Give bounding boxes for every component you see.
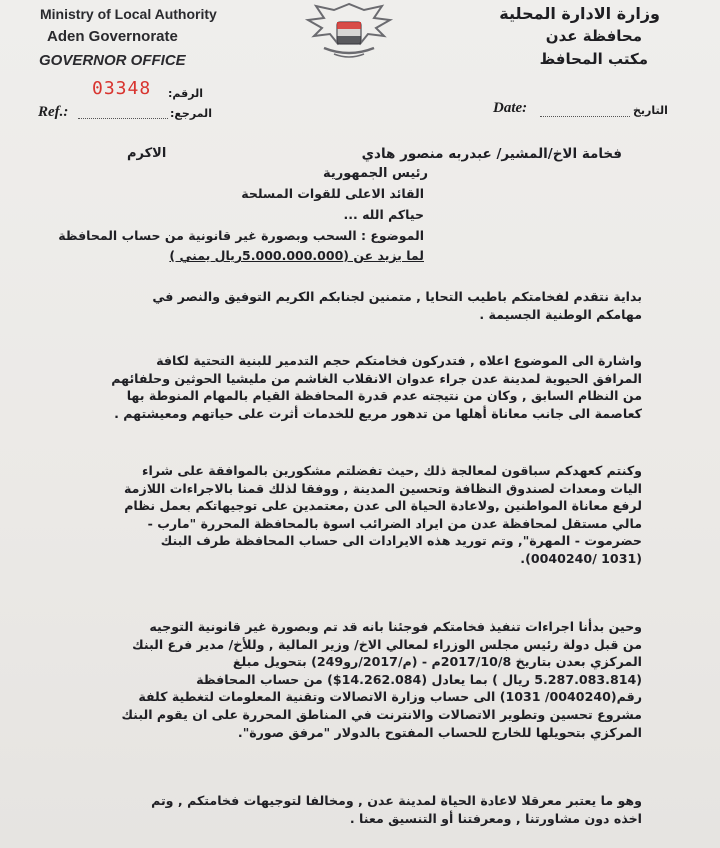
honorific: الاكرم <box>127 146 167 161</box>
en-office: GOVERNOR OFFICE <box>39 52 186 69</box>
paragraph-line: (1031 /0040240). <box>520 550 642 566</box>
date-dotted-line <box>540 116 630 117</box>
date-ar-label: التاريخ <box>633 104 668 117</box>
ar-office: مكتب المحافظ <box>539 50 648 68</box>
ar-ministry: وزارة الادارة المحلية <box>499 4 660 23</box>
paragraph-line: اخذه دون مشاورتنا , ومعرفتنا أو التنسيق معنا . <box>349 810 642 826</box>
yemen-eagle-emblem-icon <box>294 0 404 62</box>
paragraph-line: بداية نتقدم لفخامتكم باطيب التحايا , متمنين لجنابكم الكريم التوفيق والنصر في <box>152 289 642 304</box>
paragraph-line: مالي مستقل لمحافظة عدن من ايراد الضرائب اسوة بالمحافظة المحررة "مارب - <box>147 515 642 531</box>
paragraph-line: المرافق الحيوية لمدينة عدن جراء عدوان الانقلاب الغاشم من مليشيا الحوثين وحلفائهم <box>111 370 642 386</box>
en-ministry: Ministry of Local Authority <box>40 6 217 22</box>
paragraph-line: وحين بدأنا اجراءات تنفيذ فخامتكم فوجئنا بانه قد تم وبصورة غير قانونية التوجيه <box>149 619 642 634</box>
paragraph-line: المركزي بتحويلها للخارج للحساب المفتوح بالدولار "مرفق صورة". <box>237 724 642 740</box>
document-number: 03348 <box>92 78 152 99</box>
number-label: الرقم: <box>168 87 203 100</box>
paragraph-line: (5.287.083.814 ريال ) بما يعادل (14.262.084$) من حساب المحافظة <box>196 671 642 687</box>
paragraph-line: اليات ومعدات لصندوق النظافة وتحسين المدينة , ووفقا لذلك قمنا بالاجراءات اللازمة <box>124 480 642 496</box>
ref-label: Ref.: <box>38 104 69 120</box>
addressee-line: فخامة الاخ/المشير/ عبدربه منصور هادي <box>361 146 622 162</box>
paragraph-objection <box>82 792 642 827</box>
ref-ar-label: المرجع: <box>170 107 212 120</box>
paragraph-measures <box>82 462 642 568</box>
paragraph-line: كعاصمة الى جانب معاناة أهلها من تدهور مريع للخدمات أثرت على حياتهم ومعيشتهم . <box>114 405 642 421</box>
paragraph-greeting <box>82 288 642 323</box>
paragraph-line: من النظام السابق , وكان من نتيجته عدم قدرة المحافظة القيام بالمهام المنوطة بها <box>126 388 642 404</box>
greeting: حياكم الله ... <box>343 207 424 222</box>
paragraph-transfer <box>82 618 642 741</box>
addressee-title: رئيس الجمهورية <box>323 166 428 181</box>
paragraph-line: المركزي بعدن بتاريخ 2017/10/8م - (م/2017/رو249) بتحويل مبلغ <box>232 654 642 670</box>
paragraph-line: واشارة الى الموضوع اعلاه , فتدركون فخامتكم حجم التدمير للبنية التحتية لكافة <box>156 353 642 368</box>
paragraph-line: من قبل دولة رئيس مجلس الوزراء لمعالي الاخ/ وزير المالية , وللأخ/ مدير فرع البنك <box>132 636 642 652</box>
paragraph-line: رقم(0040240/ 1031) الى حساب وزارة الاتصالات وتقنية المعلومات لتغطية كلفة <box>138 689 642 705</box>
addressee-role: القائد الاعلى للقوات المسلحة <box>241 186 424 201</box>
en-governorate: Aden Governorate <box>47 28 178 45</box>
paragraph-line: مهامكم الوطنية الجسيمة . <box>479 306 642 322</box>
date-label: Date: <box>493 100 528 116</box>
ref-dotted-line <box>78 118 168 119</box>
paragraph-context <box>82 352 642 422</box>
paragraph-line: مشروع تحسين وتطوير الاتصالات والانترنت في المناطق المحررة على ان يقوم البنك <box>121 706 642 722</box>
paragraph-line: وكنتم كعهدكم سباقون لمعالجة ذلك ,حيث تفضلتم مشكورين بالموافقة على شراء <box>142 463 642 478</box>
ar-governorate: محافظة عدن <box>545 27 642 45</box>
paragraph-line: حضرموت - المهرة", وتم توريد هذه الايرادات الى حساب المحافظة طرف البنك <box>160 533 642 549</box>
subject-amount: لما يزيد عن (5.000.000.000ريال يمني ) <box>169 248 424 263</box>
paragraph-line: وهو ما يعتبر معرقلا لاعادة الحياة لمدينة عدن , ومخالفا لتوجيهات فخامتكم , وتم <box>151 793 642 808</box>
subject-line: الموضوع : السحب وبصورة غير قانونية من حساب المحافظة <box>58 228 424 243</box>
paragraph-line: لرفع معاناة المواطنين ,ولاعادة الحياة الى عدن ,معتمدين على توجيهاتكم بعمل نظام <box>124 498 642 514</box>
